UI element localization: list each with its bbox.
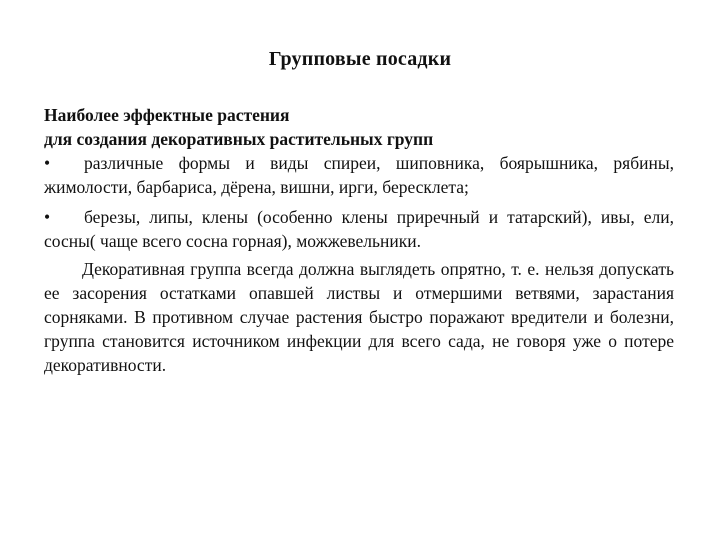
slide-content (44, 103, 674, 377)
bullet-text: березы, липы, клены (особенно клены приречный и татарский), ивы, ели, сосны( чаще всего сосна горная), можжевельники. (44, 207, 674, 251)
heading-line-1: Наиболее эффектные растения (44, 105, 290, 125)
bullet-marker: • (44, 207, 51, 227)
bullet-text: различные формы и виды спиреи, шиповника, боярышника, рябины, жимолости, барбариса, дёрена, вишни, ирги, бересклета; (44, 153, 674, 197)
bullet-marker: • (44, 153, 51, 173)
body-paragraph: Декоративная группа всегда должна выглядеть опрятно, т. е. нельзя допускать ее засорения остатками опавшей листвы и отмершими ветвями, зарастания сорняками. В противном случае растения быстро поражают вредители и болезни, группа становится источником инфекции для всего сада, не говоря уже о потере декоративности. (44, 259, 674, 375)
bullet-item-2 (44, 205, 674, 253)
heading-line-2: для создания декоративных растительных групп (44, 129, 434, 149)
slide-title: Групповые посадки (268, 48, 452, 70)
bullet-item-1 (44, 151, 674, 199)
